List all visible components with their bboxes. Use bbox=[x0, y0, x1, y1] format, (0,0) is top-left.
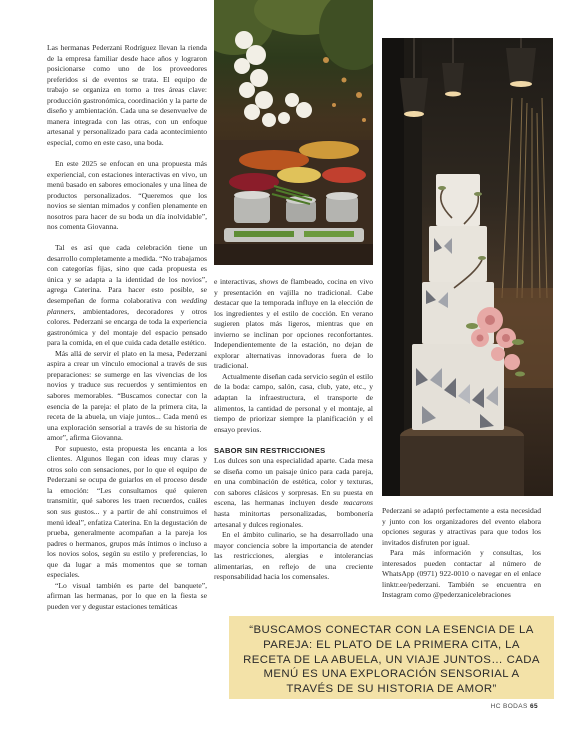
emphasis: macarons bbox=[343, 498, 373, 508]
paragraph: Los dulces son una especialidad aparte. Cada mesa se diseña como un paisaje único para cada pareja, en una combinación de estética, color y texturas, con sabores clásicos y sorpresas. En su puesta en escena, las hermanas incluyen desde macarons hasta minitortas personalizadas, bombonería artesanal y dulces regionales. bbox=[214, 456, 373, 529]
section-subheading: SABOR SIN RESTRICCIONES bbox=[214, 445, 326, 455]
magazine-section: HC BODAS bbox=[490, 703, 528, 710]
emphasis: wedding planners bbox=[47, 296, 207, 316]
wedding-cake-illustration bbox=[382, 38, 553, 496]
paragraph: Por supuesto, esta propuesta les encanta a los clientes. Algunos llegan con ideas muy claras y otros solo con sensaciones, por lo que el equipo de Pederzani se ocupa de guiarlos en el proceso desde la emoción: “Les consultamos qué quieren transmitir, qué sabores les traen recuerdos, cuáles son sus gustos... y a partir de ahí construimos el menú ideal”, enfatiza Caterina. En la degustación de prueba, generalmente acompañan a la pareja los padres o hermanos, grupos más íntimos o incluso a los novios solos, según su estilo y preferencias, lo que da lugar a más momentos que se tornan especiales. bbox=[47, 443, 207, 580]
article-column-3 bbox=[382, 506, 541, 601]
article-column-2 bbox=[214, 277, 373, 583]
page-folio bbox=[491, 703, 538, 710]
paragraph: Las hermanas Pederzani Rodríguez llevan la rienda de la empresa familiar desde hace años y lograron posicionarse como uno de los proveedores preferidos si de eventos se trata. El equipo de trabajo se organiza en torno a tres áreas clave: producción gastronómica, coordinación y la parte de diseño y ambientación. Cada una se desenvuelve de manera integrada con las otras, con un enfoque artesanal y personalizado para cada acontecimiento especial, como en este caso, una boda. bbox=[47, 43, 207, 147]
paragraph: En este 2025 se enfocan en una propuesta más experiencial, con estaciones interactivas en vivo, un menú basado en sabores emocionales y una línea de productos personalizados. “Queremos que los novios se sientan mimados y confíen plenamente en nosotros para hacer de su boda un día inolvidable”, nos comenta Giovanna. bbox=[47, 158, 207, 232]
buffet-station-illustration bbox=[214, 0, 373, 265]
paragraph: En el ámbito culinario, se ha desarrollado una mayor conciencia sobre la importancia de atender las restricciones, alergias e intolerancias alimentarias, en reflejo de una creciente responsabilidad hacia los comensales. bbox=[214, 530, 373, 582]
buffet-station-photo bbox=[214, 0, 373, 265]
paragraph: Para más información y consultas, los interesados pueden contactar al número de WhatsApp (0971) 922-0010 o navegar en el enlace linktr.ee/pederzani. También se encuentra en Instagram como @pederzanicelebraciones bbox=[382, 548, 541, 600]
wedding-cake-photo bbox=[382, 38, 553, 496]
paragraph: e interactivas, shows de flambeado, cocina en vivo y presentación en vajilla no tradicional. Cabe destacar que la temporada influye en la elección de los ingredientes y el estilo de cocción. En verano sugieren platos más ligeros, mientras que en invierno se inclinan por opciones reconfortantes. Independientemente de la estación, no dejan de explorar alternativas innovadoras fuera de lo tradicional. bbox=[214, 277, 373, 371]
paragraph: Actualmente diseñan cada servicio según el estilo de la boda: campo, salón, casa, club, yate, etc., y adaptan la infraestructura, el transporte de alimentos, la cantidad de personal y el montaje, al tiempo de priorizar siempre la planificación y el ensayo previos. bbox=[214, 371, 373, 434]
pull-quote: “BUSCAMOS CONECTAR CON LA ESENCIA DE LA PAREJA: EL PLATO DE LA PRIMERA CITA, LA RECETA DE LA ABUELA, UN VIAJE JUNTOS… CADA MENÚ ES UNA EXPLORACIÓN SENSORIAL A TRAVÉS DE SU HISTORIA DE AMOR” bbox=[229, 616, 554, 699]
article-column-1 bbox=[47, 43, 207, 612]
paragraph: Pederzani se adaptó perfectamente a esta necesidad y junto con los organizadores del evento elabora opciones seguras y atractivas para que todos los invitados disfruten por igual. bbox=[382, 506, 541, 547]
emphasis: shows bbox=[259, 277, 279, 286]
paragraph: Tal es así que cada celebración tiene un desarrollo completamente a medida. “No trabajamos con categorías fijas, sino que cada propuesta es única y se adapta a la identidad de los novios”, agrega Caterina. Para hacer esto posible, se desempeñan de forma colaborativa con wedding planners, ambientadores, decoradores y otros colores. Pederzani se encarga de toda la experiencia gastronómica y del montaje del espacio pensado para la comida, en el que cuida cada detalle estético. bbox=[47, 243, 207, 348]
page-number: 65 bbox=[529, 703, 538, 710]
paragraph: Más allá de servir el plato en la mesa, Pederzani aspira a crear un vínculo emocional a través de sus preparaciones: se sumerge en las vivencias de los novios y traduce sus recuerdos y sentimientos en sabores memorables. “Buscamos conectar con la esencia de la pareja: el plato de la primera cita, la receta de la abuela, un viaje juntos... Cada menú es una exploración sensorial a través de su historia de amor”, afirma Giovanna. bbox=[47, 348, 207, 443]
paragraph: “Lo visual también es parte del banquete”, afirman las hermanas, por lo que en la fiesta se pueden ver y degustar estaciones temáticas bbox=[47, 580, 207, 611]
